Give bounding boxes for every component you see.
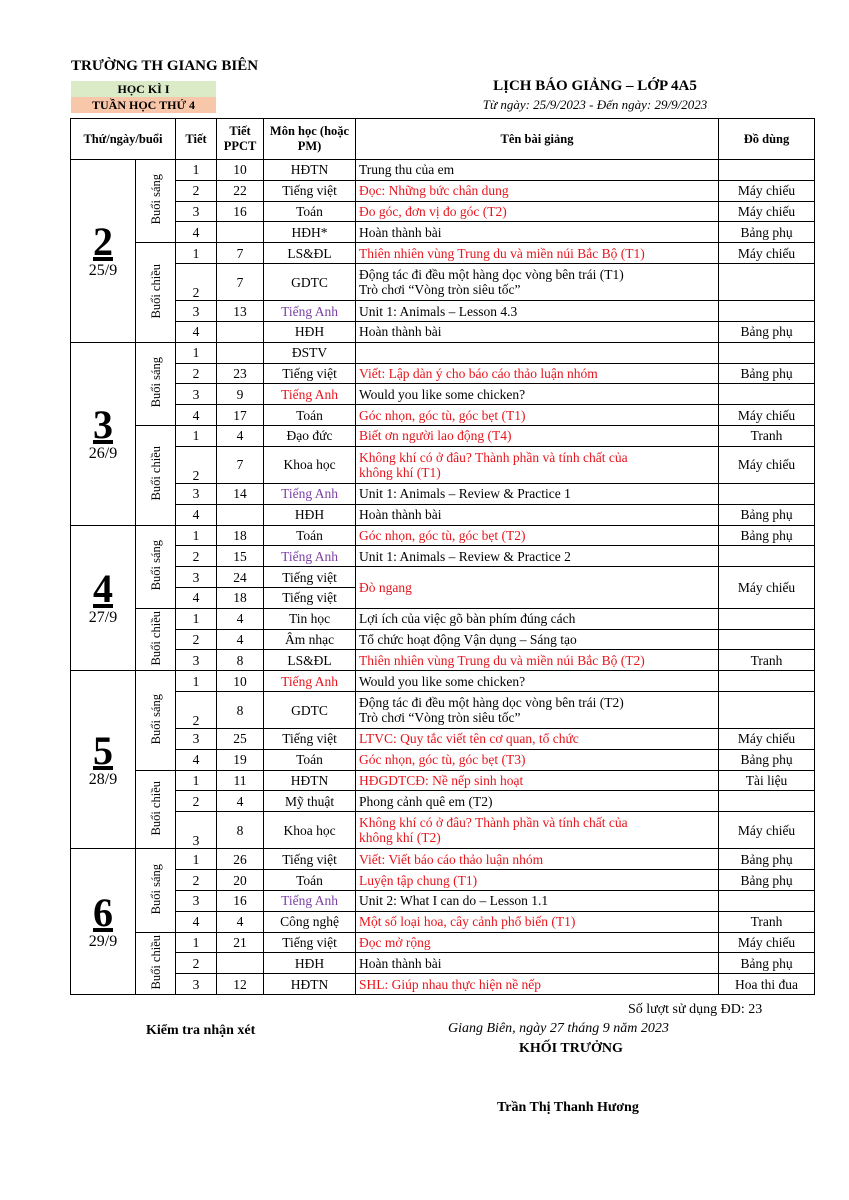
- table-row: [71, 483, 815, 504]
- ppct-cell: 21: [217, 932, 264, 953]
- subject-cell: Công nghệ: [264, 911, 356, 932]
- lesson-title: Lợi ích của việc gõ bàn phím đúng cách: [356, 608, 719, 629]
- period-cell: 2: [176, 546, 217, 567]
- table-row: [71, 301, 815, 322]
- period-cell: 1: [176, 608, 217, 629]
- subject-cell: Đạo đức: [264, 425, 356, 446]
- lesson-title: Đọc mở rộng: [356, 932, 719, 953]
- equipment-cell: Bảng phụ: [719, 222, 815, 243]
- subject-cell: Tiếng việt: [264, 587, 356, 608]
- equipment-cell: Máy chiếu: [719, 405, 815, 426]
- period-cell: 2: [176, 791, 217, 812]
- ppct-cell: 12: [217, 974, 264, 995]
- subject-cell: Âm nhạc: [264, 629, 356, 650]
- day-date: 28/9: [88, 771, 118, 789]
- table-row: [71, 911, 815, 932]
- lesson-title: Hoàn thành bài: [356, 222, 719, 243]
- equipment-cell: Tranh: [719, 911, 815, 932]
- ppct-cell: [217, 953, 264, 974]
- subject-cell: LS&ĐL: [264, 650, 356, 671]
- session-afternoon: Buổi chiều: [136, 770, 176, 849]
- lesson-title: Đò ngang: [356, 567, 719, 609]
- subject-cell: Tiếng Anh: [264, 384, 356, 405]
- lesson-title: Trung thu của em: [356, 160, 719, 181]
- ppct-cell: 17: [217, 405, 264, 426]
- table-row: [71, 974, 815, 995]
- subject-cell: Khoa học: [264, 812, 356, 849]
- equipment-cell: [719, 791, 815, 812]
- period-cell: 1: [176, 342, 217, 363]
- ppct-cell: 10: [217, 671, 264, 692]
- period-cell: 1: [176, 671, 217, 692]
- ppct-cell: [217, 342, 264, 363]
- period-cell: 1: [176, 849, 217, 870]
- lesson-title: Hoàn thành bài: [356, 321, 719, 342]
- equipment-cell: Tranh: [719, 425, 815, 446]
- review-label: Kiểm tra nhận xét: [146, 1023, 256, 1038]
- header-lesson: Tên bài giảng: [356, 119, 719, 160]
- table-row: [71, 749, 815, 770]
- ppct-cell: [217, 222, 264, 243]
- subject-cell: Tiếng việt: [264, 932, 356, 953]
- subject-cell: Mỹ thuật: [264, 791, 356, 812]
- day-cell: [71, 671, 136, 849]
- period-cell: 3: [176, 974, 217, 995]
- session-afternoon: Buổi chiều: [136, 932, 176, 994]
- period-cell: 2: [176, 180, 217, 201]
- table-row: [71, 222, 815, 243]
- table-row: [71, 791, 815, 812]
- equipment-cell: Bảng phụ: [719, 870, 815, 891]
- subject-cell: HĐH*: [264, 222, 356, 243]
- lesson-title: Tổ chức hoạt động Vận dụng – Sáng tạo: [356, 629, 719, 650]
- equipment-cell: Bảng phụ: [719, 953, 815, 974]
- ppct-cell: 11: [217, 770, 264, 791]
- lesson-title: Hoàn thành bài: [356, 953, 719, 974]
- period-cell: 1: [176, 770, 217, 791]
- equipment-cell: [719, 483, 815, 504]
- period-cell: 4: [176, 405, 217, 426]
- table-row: [71, 891, 815, 912]
- header-subject: Môn học (hoặc PM): [264, 119, 356, 160]
- table-row: [71, 608, 815, 629]
- session-morning: Buổi sáng: [136, 160, 176, 243]
- table-row: [71, 363, 815, 384]
- subject-cell: Tiếng việt: [264, 729, 356, 750]
- lesson-title: Đọc: Những bức chân dung: [356, 180, 719, 201]
- session-afternoon: Buổi chiều: [136, 425, 176, 525]
- ppct-cell: 9: [217, 384, 264, 405]
- period-cell: 3: [176, 567, 217, 588]
- ppct-cell: 22: [217, 180, 264, 201]
- equipment-cell: [719, 671, 815, 692]
- subject-cell: HĐH: [264, 321, 356, 342]
- subject-cell: Toán: [264, 749, 356, 770]
- equipment-cell: Máy chiếu: [719, 729, 815, 750]
- equipment-cell: Hoa thi đua: [719, 974, 815, 995]
- equipment-cell: [719, 629, 815, 650]
- period-cell: 3: [176, 812, 217, 849]
- day-date: 29/9: [88, 933, 118, 951]
- lesson-title: SHL: Giúp nhau thực hiện nề nếp: [356, 974, 719, 995]
- subject-cell: Tiếng Anh: [264, 546, 356, 567]
- table-row: [71, 812, 815, 849]
- signer-role: KHỐI TRƯỞNG: [519, 1041, 623, 1056]
- ppct-cell: 7: [217, 263, 264, 300]
- session-afternoon: Buổi chiều: [136, 243, 176, 343]
- table-row: [71, 504, 815, 525]
- equipment-cell: Tài liệu: [719, 770, 815, 791]
- period-cell: 3: [176, 650, 217, 671]
- ppct-cell: 10: [217, 160, 264, 181]
- ppct-cell: 18: [217, 587, 264, 608]
- day-date: 26/9: [88, 445, 118, 463]
- lesson-title: Động tác đi đều một hàng dọc vòng bên trái (T1) Trò chơi “Vòng tròn siêu tốc”: [356, 263, 719, 300]
- equipment-cell: Bảng phụ: [719, 321, 815, 342]
- equipment-cell: Bảng phụ: [719, 363, 815, 384]
- ppct-cell: [217, 504, 264, 525]
- equipment-cell: [719, 384, 815, 405]
- table-row: [71, 770, 815, 791]
- ppct-cell: [217, 321, 264, 342]
- lesson-title: HĐGDTCĐ: Nề nếp sinh hoạt: [356, 770, 719, 791]
- period-cell: 1: [176, 160, 217, 181]
- ppct-cell: 8: [217, 650, 264, 671]
- ppct-cell: 7: [217, 243, 264, 264]
- equipment-cell: [719, 342, 815, 363]
- subject-cell: Tiếng việt: [264, 567, 356, 588]
- day-cell: [71, 849, 136, 995]
- subject-cell: GDTC: [264, 263, 356, 300]
- lesson-title: Unit 1: Animals – Review & Practice 1: [356, 483, 719, 504]
- period-cell: 3: [176, 384, 217, 405]
- table-row: [71, 160, 815, 181]
- equipment-cell: Bảng phụ: [719, 525, 815, 546]
- period-cell: 4: [176, 321, 217, 342]
- equipment-cell: Máy chiếu: [719, 812, 815, 849]
- period-cell: 3: [176, 729, 217, 750]
- page-title: LỊCH BÁO GIẢNG – LỚP 4A5: [493, 78, 697, 94]
- equipment-cell: [719, 891, 815, 912]
- equipment-cell: Máy chiếu: [719, 243, 815, 264]
- equipment-cell: Máy chiếu: [719, 446, 815, 483]
- period-cell: 2: [176, 953, 217, 974]
- table-row: [71, 243, 815, 264]
- lesson-title: Unit 1: Animals – Review & Practice 2: [356, 546, 719, 567]
- subject-cell: HĐH: [264, 504, 356, 525]
- day-number: 4: [93, 566, 113, 612]
- session-morning: Buổi sáng: [136, 671, 176, 771]
- subject-cell: Khoa học: [264, 446, 356, 483]
- table-row: [71, 870, 815, 891]
- table-row: [71, 446, 815, 483]
- lesson-title: Thiên nhiên vùng Trung du và miền núi Bắc Bộ (T2): [356, 650, 719, 671]
- equipment-cell: Bảng phụ: [719, 749, 815, 770]
- school-name: TRƯỜNG TH GIANG BIÊN: [71, 58, 259, 74]
- lesson-title: Góc nhọn, góc tù, góc bẹt (T2): [356, 525, 719, 546]
- subject-cell: Tiếng Anh: [264, 671, 356, 692]
- lesson-title: Phong cảnh quê em (T2): [356, 791, 719, 812]
- subject-cell: HĐTN: [264, 974, 356, 995]
- day-date: 25/9: [88, 262, 118, 280]
- period-cell: 1: [176, 525, 217, 546]
- subject-cell: Tiếng việt: [264, 180, 356, 201]
- table-row: [71, 546, 815, 567]
- subject-cell: ĐSTV: [264, 342, 356, 363]
- equipment-cell: Máy chiếu: [719, 201, 815, 222]
- equipment-cell: [719, 691, 815, 728]
- lesson-title: Đo góc, đơn vị đo góc (T2): [356, 201, 719, 222]
- period-cell: 4: [176, 911, 217, 932]
- equipment-cell: [719, 608, 815, 629]
- equipment-usage-count: Số lượt sử dụng ĐD: 23: [628, 1002, 763, 1017]
- table-row: [71, 525, 815, 546]
- equipment-cell: Tranh: [719, 650, 815, 671]
- period-cell: 4: [176, 504, 217, 525]
- subject-cell: HĐTN: [264, 160, 356, 181]
- day-number: 3: [93, 402, 113, 448]
- subject-cell: Tiếng Anh: [264, 301, 356, 322]
- lesson-title: Unit 1: Animals – Lesson 4.3: [356, 301, 719, 322]
- lesson-title: Biết ơn người lao động (T4): [356, 425, 719, 446]
- period-cell: 2: [176, 870, 217, 891]
- subject-cell: Toán: [264, 405, 356, 426]
- day-cell: [71, 342, 136, 525]
- lesson-title: Không khí có ở đâu? Thành phần và tính chất của không khí (T2): [356, 812, 719, 849]
- period-cell: 2: [176, 691, 217, 728]
- session-afternoon: Buổi chiều: [136, 608, 176, 670]
- day-number: 6: [93, 890, 113, 936]
- equipment-cell: Máy chiếu: [719, 932, 815, 953]
- lesson-title: Viết: Viết báo cáo thảo luận nhóm: [356, 849, 719, 870]
- lesson-title: Would you like some chicken?: [356, 384, 719, 405]
- header-period: Tiết: [176, 119, 217, 160]
- ppct-cell: 4: [217, 425, 264, 446]
- table-row: [71, 849, 815, 870]
- place-date: Giang Biên, ngày 27 tháng 9 năm 2023: [448, 1021, 669, 1036]
- table-row: [71, 405, 815, 426]
- subject-cell: Tiếng Anh: [264, 891, 356, 912]
- period-cell: 3: [176, 201, 217, 222]
- equipment-cell: Máy chiếu: [719, 180, 815, 201]
- ppct-cell: 4: [217, 911, 264, 932]
- period-cell: 3: [176, 483, 217, 504]
- ppct-cell: 26: [217, 849, 264, 870]
- ppct-cell: 24: [217, 567, 264, 588]
- period-cell: 1: [176, 425, 217, 446]
- table-row: [71, 263, 815, 300]
- subject-cell: Toán: [264, 525, 356, 546]
- table-row: [71, 650, 815, 671]
- ppct-cell: 14: [217, 483, 264, 504]
- ppct-cell: 15: [217, 546, 264, 567]
- lesson-title: Một số loại hoa, cây cảnh phổ biến (T1): [356, 911, 719, 932]
- period-cell: 4: [176, 222, 217, 243]
- ppct-cell: 20: [217, 870, 264, 891]
- day-cell: [71, 525, 136, 671]
- subject-cell: Tin học: [264, 608, 356, 629]
- lesson-title: Góc nhọn, góc tù, góc bẹt (T1): [356, 405, 719, 426]
- lesson-title: Would you like some chicken?: [356, 671, 719, 692]
- equipment-cell: [719, 546, 815, 567]
- table-row: [71, 425, 815, 446]
- equipment-cell: Bảng phụ: [719, 849, 815, 870]
- session-morning: Buổi sáng: [136, 849, 176, 932]
- table-row: [71, 567, 815, 588]
- subject-cell: HĐH: [264, 953, 356, 974]
- ppct-cell: 16: [217, 891, 264, 912]
- subject-cell: Toán: [264, 870, 356, 891]
- lesson-title: Động tác đi đều một hàng dọc vòng bên trái (T2) Trò chơi “Vòng tròn siêu tốc”: [356, 691, 719, 728]
- ppct-cell: 4: [217, 608, 264, 629]
- period-cell: 2: [176, 629, 217, 650]
- week-label: TUẦN HỌC THỨ 4: [71, 97, 216, 113]
- header-equipment: Đồ dùng: [719, 119, 815, 160]
- lesson-title: Góc nhọn, góc tù, góc bẹt (T3): [356, 749, 719, 770]
- day-number: 2: [93, 219, 113, 265]
- lesson-title: Hoàn thành bài: [356, 504, 719, 525]
- subject-cell: Tiếng việt: [264, 363, 356, 384]
- ppct-cell: 18: [217, 525, 264, 546]
- subject-cell: Tiếng việt: [264, 849, 356, 870]
- ppct-cell: 7: [217, 446, 264, 483]
- lesson-title: Luyện tập chung (T1): [356, 870, 719, 891]
- table-row: [71, 691, 815, 728]
- equipment-cell: Bảng phụ: [719, 504, 815, 525]
- table-row: [71, 321, 815, 342]
- signer-name: Trần Thị Thanh Hương: [497, 1100, 639, 1115]
- equipment-cell: Máy chiếu: [719, 567, 815, 609]
- day-number: 5: [93, 728, 113, 774]
- date-range: Từ ngày: 25/9/2023 - Đến ngày: 29/9/2023: [482, 97, 708, 112]
- ppct-cell: 8: [217, 691, 264, 728]
- subject-cell: Tiếng Anh: [264, 483, 356, 504]
- semester-label: HỌC KÌ I: [71, 81, 216, 97]
- period-cell: 2: [176, 263, 217, 300]
- equipment-cell: [719, 301, 815, 322]
- ppct-cell: 4: [217, 629, 264, 650]
- day-cell: [71, 160, 136, 343]
- period-cell: 1: [176, 932, 217, 953]
- lesson-title: [356, 342, 719, 363]
- lesson-title: Unit 2: What I can do – Lesson 1.1: [356, 891, 719, 912]
- period-cell: 3: [176, 301, 217, 322]
- period-cell: 4: [176, 587, 217, 608]
- session-morning: Buổi sáng: [136, 342, 176, 425]
- lesson-title: Thiên nhiên vùng Trung du và miền núi Bắc Bộ (T1): [356, 243, 719, 264]
- lesson-title: Viết: Lập dàn ý cho báo cáo thảo luận nhóm: [356, 363, 719, 384]
- period-cell: 4: [176, 749, 217, 770]
- ppct-cell: 16: [217, 201, 264, 222]
- ppct-cell: 23: [217, 363, 264, 384]
- equipment-cell: [719, 263, 815, 300]
- table-row: [71, 932, 815, 953]
- period-cell: 2: [176, 363, 217, 384]
- ppct-cell: 4: [217, 791, 264, 812]
- table-row: [71, 629, 815, 650]
- table-row: [71, 953, 815, 974]
- ppct-cell: 13: [217, 301, 264, 322]
- subject-cell: HĐTN: [264, 770, 356, 791]
- session-morning: Buổi sáng: [136, 525, 176, 608]
- table-row: [71, 180, 815, 201]
- header-day: Thứ/ngày/buổi: [71, 119, 176, 160]
- schedule-table: [70, 118, 815, 995]
- period-cell: 3: [176, 891, 217, 912]
- subject-cell: GDTC: [264, 691, 356, 728]
- lesson-title: LTVC: Quy tắc viết tên cơ quan, tổ chức: [356, 729, 719, 750]
- table-row: [71, 342, 815, 363]
- ppct-cell: 8: [217, 812, 264, 849]
- table-row: [71, 384, 815, 405]
- lesson-title: Không khí có ở đâu? Thành phần và tính chất của không khí (T1): [356, 446, 719, 483]
- table-row: [71, 671, 815, 692]
- day-date: 27/9: [88, 609, 118, 627]
- period-cell: 1: [176, 243, 217, 264]
- table-row: [71, 201, 815, 222]
- period-cell: 2: [176, 446, 217, 483]
- ppct-cell: 25: [217, 729, 264, 750]
- subject-cell: Toán: [264, 201, 356, 222]
- equipment-cell: [719, 160, 815, 181]
- table-row: [71, 729, 815, 750]
- ppct-cell: 19: [217, 749, 264, 770]
- subject-cell: LS&ĐL: [264, 243, 356, 264]
- header-ppct: Tiết PPCT: [217, 119, 264, 160]
